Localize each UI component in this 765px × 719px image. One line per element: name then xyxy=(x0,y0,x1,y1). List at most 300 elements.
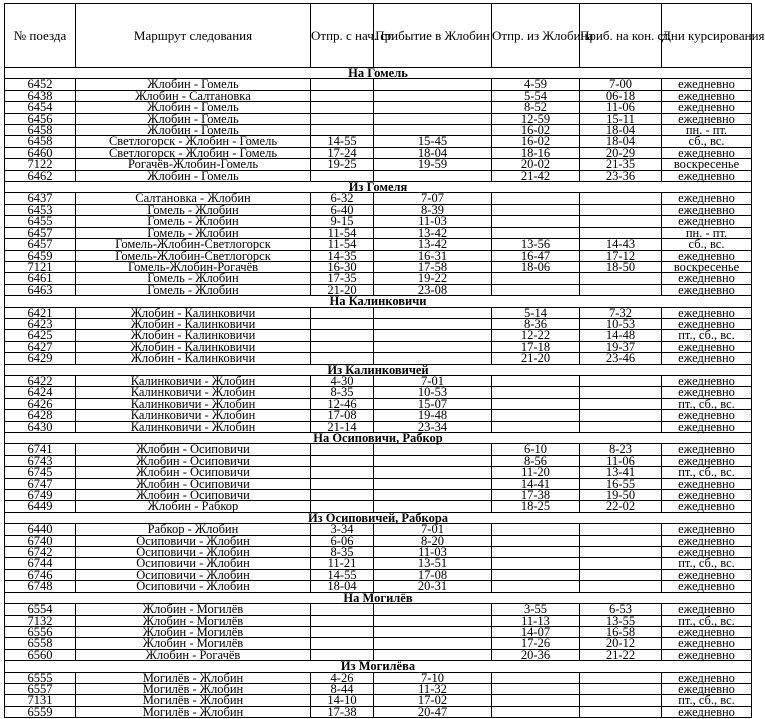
cell-days: ежедневно xyxy=(662,273,752,284)
cell-arr-end: 10-53 xyxy=(580,318,662,329)
cell-train-number: 6460 xyxy=(5,147,76,158)
cell-arr-end: 21-35 xyxy=(580,159,662,170)
cell-days: ежедневно xyxy=(662,341,752,352)
cell-arr-end xyxy=(580,569,662,580)
cell-route: Жлобин - Могилёв xyxy=(76,604,311,615)
cell-train-number: 6455 xyxy=(5,216,76,227)
cell-days: ежедневно xyxy=(662,672,752,683)
cell-dep-zhlobin xyxy=(492,706,580,717)
cell-train-number: 6426 xyxy=(5,398,76,409)
cell-route: Могилёв - Жлобин xyxy=(76,706,311,717)
cell-dep-start xyxy=(311,490,374,501)
cell-arr-zhlobin xyxy=(374,307,492,318)
cell-days: ежедневно xyxy=(662,455,752,466)
cell-train-number: 6456 xyxy=(5,113,76,124)
train-row xyxy=(5,410,752,421)
cell-dep-start: 4-30 xyxy=(311,375,374,386)
cell-dep-zhlobin xyxy=(492,375,580,386)
cell-train-number: 6422 xyxy=(5,375,76,386)
cell-days: ежедневно xyxy=(662,604,752,615)
cell-days: ежедневно xyxy=(662,193,752,204)
cell-route: Могилёв - Жлобин xyxy=(76,672,311,683)
section-header-row xyxy=(5,296,752,307)
cell-train-number: 6430 xyxy=(5,421,76,432)
cell-dep-start xyxy=(311,467,374,478)
cell-train-number: 6748 xyxy=(5,581,76,592)
cell-arr-zhlobin xyxy=(374,626,492,637)
train-row xyxy=(5,706,752,717)
section-title: Из Калинковичей xyxy=(5,364,752,375)
cell-arr-end: 14-48 xyxy=(580,330,662,341)
cell-dep-start xyxy=(311,341,374,352)
cell-dep-zhlobin xyxy=(492,398,580,409)
cell-route: Рабкор - Жлобин xyxy=(76,524,311,535)
cell-dep-start: 21-20 xyxy=(311,284,374,295)
cell-days: ежедневно xyxy=(662,387,752,398)
cell-route: Жлобин - Калинковичи xyxy=(76,318,311,329)
train-row xyxy=(5,193,752,204)
cell-train-number: 6558 xyxy=(5,638,76,649)
cell-days: ежедневно xyxy=(662,581,752,592)
cell-train-number: 7121 xyxy=(5,261,76,272)
cell-arr-zhlobin: 13-42 xyxy=(374,239,492,250)
cell-route: Осиповичи - Жлобин xyxy=(76,558,311,569)
cell-days: ежедневно xyxy=(662,490,752,501)
cell-dep-zhlobin: 16-02 xyxy=(492,136,580,147)
cell-arr-end xyxy=(580,284,662,295)
cell-dep-start: 14-35 xyxy=(311,250,374,261)
cell-train-number: 6560 xyxy=(5,649,76,660)
cell-days: воскресенье xyxy=(662,159,752,170)
cell-train-number: 6458 xyxy=(5,125,76,136)
train-row xyxy=(5,604,752,615)
cell-days: ежедневно xyxy=(662,444,752,455)
cell-route: Светлогорск - Жлобин - Гомель xyxy=(76,136,311,147)
cell-train-number: 6740 xyxy=(5,535,76,546)
cell-arr-zhlobin: 13-42 xyxy=(374,227,492,238)
cell-arr-end xyxy=(580,375,662,386)
train-row xyxy=(5,444,752,455)
cell-dep-start: 8-35 xyxy=(311,387,374,398)
cell-arr-zhlobin xyxy=(374,102,492,113)
cell-arr-zhlobin: 20-47 xyxy=(374,706,492,717)
cell-route: Жлобин - Осиповичи xyxy=(76,490,311,501)
section-header-row xyxy=(5,592,752,603)
cell-days: пт., сб., вс. xyxy=(662,695,752,706)
cell-dep-zhlobin: 13-56 xyxy=(492,239,580,250)
cell-dep-start xyxy=(311,444,374,455)
cell-dep-start: 16-30 xyxy=(311,261,374,272)
cell-dep-zhlobin: 18-25 xyxy=(492,501,580,512)
cell-arr-end xyxy=(580,273,662,284)
cell-route: Осиповичи - Жлобин xyxy=(76,569,311,580)
cell-arr-end: 23-36 xyxy=(580,170,662,181)
cell-train-number: 6461 xyxy=(5,273,76,284)
section-header-row xyxy=(5,182,752,193)
cell-arr-zhlobin: 15-07 xyxy=(374,398,492,409)
cell-arr-zhlobin: 18-04 xyxy=(374,147,492,158)
cell-train-number: 6741 xyxy=(5,444,76,455)
cell-dep-zhlobin: 4-59 xyxy=(492,79,580,90)
cell-arr-end: 8-23 xyxy=(580,444,662,455)
cell-dep-start: 14-55 xyxy=(311,136,374,147)
cell-arr-end: 23-46 xyxy=(580,353,662,364)
cell-route: Жлобин - Гомель xyxy=(76,102,311,113)
cell-arr-end xyxy=(580,683,662,694)
cell-days: пт., сб., вс. xyxy=(662,615,752,626)
cell-arr-zhlobin: 11-32 xyxy=(374,683,492,694)
cell-dep-start xyxy=(311,307,374,318)
cell-arr-end: 18-50 xyxy=(580,261,662,272)
cell-train-number: 6440 xyxy=(5,524,76,535)
cell-route: Калинковичи - Жлобин xyxy=(76,410,311,421)
cell-dep-start xyxy=(311,79,374,90)
cell-dep-start xyxy=(311,638,374,649)
cell-arr-end xyxy=(580,581,662,592)
cell-dep-zhlobin xyxy=(492,569,580,580)
cell-route: Жлобин - Калинковичи xyxy=(76,307,311,318)
cell-dep-zhlobin: 21-42 xyxy=(492,170,580,181)
train-row xyxy=(5,204,752,215)
cell-dep-zhlobin: 17-18 xyxy=(492,341,580,352)
cell-arr-end xyxy=(580,204,662,215)
cell-days: ежедневно xyxy=(662,547,752,558)
train-row xyxy=(5,615,752,626)
header-days: Дни курсирования xyxy=(662,4,752,68)
cell-train-number: 6437 xyxy=(5,193,76,204)
cell-route: Калинковичи - Жлобин xyxy=(76,398,311,409)
cell-arr-zhlobin: 19-48 xyxy=(374,410,492,421)
cell-train-number: 6559 xyxy=(5,706,76,717)
cell-arr-zhlobin: 8-39 xyxy=(374,204,492,215)
cell-arr-end: 11-06 xyxy=(580,455,662,466)
cell-route: Могилёв - Жлобин xyxy=(76,695,311,706)
cell-train-number: 6458 xyxy=(5,136,76,147)
cell-arr-end: 7-00 xyxy=(580,79,662,90)
cell-dep-zhlobin: 3-55 xyxy=(492,604,580,615)
cell-arr-zhlobin xyxy=(374,490,492,501)
train-row xyxy=(5,79,752,90)
cell-dep-zhlobin xyxy=(492,535,580,546)
train-row xyxy=(5,216,752,227)
cell-dep-start: 11-21 xyxy=(311,558,374,569)
cell-dep-zhlobin xyxy=(492,387,580,398)
cell-train-number: 6462 xyxy=(5,170,76,181)
cell-route: Осиповичи - Жлобин xyxy=(76,581,311,592)
cell-dep-start: 8-35 xyxy=(311,547,374,558)
cell-arr-zhlobin: 23-08 xyxy=(374,284,492,295)
cell-arr-end: 16-55 xyxy=(580,478,662,489)
section-title: На Калинковичи xyxy=(5,296,752,307)
cell-route: Жлобин - Осиповичи xyxy=(76,478,311,489)
train-row xyxy=(5,159,752,170)
cell-arr-zhlobin xyxy=(374,615,492,626)
cell-days: ежедневно xyxy=(662,102,752,113)
cell-days: ежедневно xyxy=(662,569,752,580)
cell-route: Жлобин - Могилёв xyxy=(76,626,311,637)
cell-arr-zhlobin: 17-58 xyxy=(374,261,492,272)
cell-days: пт., сб., вс. xyxy=(662,467,752,478)
cell-arr-zhlobin: 20-31 xyxy=(374,581,492,592)
cell-dep-start xyxy=(311,478,374,489)
cell-days: ежедневно xyxy=(662,284,752,295)
cell-route: Осиповичи - Жлобин xyxy=(76,535,311,546)
train-row xyxy=(5,626,752,637)
cell-arr-end: 06-18 xyxy=(580,90,662,101)
cell-train-number: 6427 xyxy=(5,341,76,352)
cell-train-number: 6746 xyxy=(5,569,76,580)
train-row xyxy=(5,672,752,683)
train-row xyxy=(5,375,752,386)
cell-dep-start: 19-25 xyxy=(311,159,374,170)
section-header-row xyxy=(5,68,752,79)
cell-arr-end xyxy=(580,216,662,227)
cell-arr-zhlobin xyxy=(374,318,492,329)
cell-dep-zhlobin: 18-06 xyxy=(492,261,580,272)
cell-route: Рогачёв-Жлобин-Гомель xyxy=(76,159,311,170)
train-row xyxy=(5,398,752,409)
cell-arr-end: 18-04 xyxy=(580,136,662,147)
cell-dep-zhlobin: 8-52 xyxy=(492,102,580,113)
cell-route: Жлобин - Осиповичи xyxy=(76,444,311,455)
header-dep-zhlobin: Отпр. из Жлобина xyxy=(492,4,580,68)
cell-arr-zhlobin: 17-08 xyxy=(374,569,492,580)
cell-train-number: 6745 xyxy=(5,467,76,478)
cell-days: ежедневно xyxy=(662,706,752,717)
header-arr-zhlobin: Прибытие в Жлобин xyxy=(374,4,492,68)
cell-dep-zhlobin: 8-56 xyxy=(492,455,580,466)
cell-days: ежедневно xyxy=(662,524,752,535)
cell-dep-zhlobin: 12-22 xyxy=(492,330,580,341)
cell-arr-zhlobin xyxy=(374,444,492,455)
cell-days: сб., вс. xyxy=(662,239,752,250)
train-row xyxy=(5,307,752,318)
cell-days: ежедневно xyxy=(662,204,752,215)
cell-arr-zhlobin: 7-01 xyxy=(374,524,492,535)
cell-arr-end: 19-50 xyxy=(580,490,662,501)
cell-days: ежедневно xyxy=(662,638,752,649)
cell-arr-end: 16-58 xyxy=(580,626,662,637)
cell-train-number: 6463 xyxy=(5,284,76,295)
cell-days: ежедневно xyxy=(662,410,752,421)
cell-dep-start: 11-54 xyxy=(311,239,374,250)
section-header-row xyxy=(5,364,752,375)
cell-train-number: 7131 xyxy=(5,695,76,706)
cell-dep-zhlobin: 16-47 xyxy=(492,250,580,261)
cell-train-number: 6449 xyxy=(5,501,76,512)
cell-arr-end xyxy=(580,547,662,558)
cell-route: Могилёв - Жлобин xyxy=(76,683,311,694)
cell-arr-end xyxy=(580,410,662,421)
train-row xyxy=(5,455,752,466)
cell-dep-zhlobin: 5-54 xyxy=(492,90,580,101)
cell-dep-start: 14-55 xyxy=(311,569,374,580)
cell-days: ежедневно xyxy=(662,79,752,90)
cell-route: Гомель-Жлобин-Рогачёв xyxy=(76,261,311,272)
cell-days: пт., сб., вс. xyxy=(662,330,752,341)
section-title: Из Осиповичей, Рабкора xyxy=(5,512,752,523)
cell-arr-zhlobin xyxy=(374,455,492,466)
train-row xyxy=(5,387,752,398)
train-row xyxy=(5,113,752,124)
cell-dep-zhlobin xyxy=(492,204,580,215)
cell-route: Жлобин - Осиповичи xyxy=(76,455,311,466)
train-row xyxy=(5,341,752,352)
cell-dep-start xyxy=(311,626,374,637)
cell-arr-zhlobin xyxy=(374,604,492,615)
cell-arr-zhlobin xyxy=(374,341,492,352)
train-row xyxy=(5,547,752,558)
cell-route: Жлобин - Гомель xyxy=(76,113,311,124)
cell-train-number: 6453 xyxy=(5,204,76,215)
cell-route: Жлобин - Гомель xyxy=(76,170,311,181)
train-row xyxy=(5,695,752,706)
cell-route: Жлобин - Рогачёв xyxy=(76,649,311,660)
cell-dep-start: 17-08 xyxy=(311,410,374,421)
cell-arr-end: 20-29 xyxy=(580,147,662,158)
cell-dep-zhlobin xyxy=(492,581,580,592)
train-row xyxy=(5,273,752,284)
train-row xyxy=(5,261,752,272)
cell-arr-zhlobin: 7-10 xyxy=(374,672,492,683)
cell-arr-end: 18-04 xyxy=(580,125,662,136)
cell-dep-zhlobin xyxy=(492,547,580,558)
cell-arr-zhlobin: 11-03 xyxy=(374,216,492,227)
cell-dep-start: 12-46 xyxy=(311,398,374,409)
train-row xyxy=(5,467,752,478)
train-row xyxy=(5,250,752,261)
cell-dep-zhlobin xyxy=(492,683,580,694)
cell-route: Жлобин - Калинковичи xyxy=(76,341,311,352)
cell-dep-zhlobin: 17-38 xyxy=(492,490,580,501)
train-row xyxy=(5,330,752,341)
cell-arr-zhlobin xyxy=(374,79,492,90)
cell-train-number: 6557 xyxy=(5,683,76,694)
cell-dep-zhlobin: 21-20 xyxy=(492,353,580,364)
cell-dep-start: 11-54 xyxy=(311,227,374,238)
train-row xyxy=(5,478,752,489)
cell-route: Гомель - Жлобин xyxy=(76,284,311,295)
cell-train-number: 6555 xyxy=(5,672,76,683)
cell-days: ежедневно xyxy=(662,501,752,512)
cell-arr-zhlobin: 15-45 xyxy=(374,136,492,147)
header-row xyxy=(5,4,752,68)
cell-train-number: 6438 xyxy=(5,90,76,101)
train-row xyxy=(5,490,752,501)
cell-dep-start: 6-40 xyxy=(311,204,374,215)
cell-dep-start xyxy=(311,330,374,341)
cell-dep-zhlobin xyxy=(492,410,580,421)
cell-dep-zhlobin: 12-59 xyxy=(492,113,580,124)
cell-days: пт., сб., вс. xyxy=(662,558,752,569)
cell-days: ежедневно xyxy=(662,250,752,261)
section-header-row xyxy=(5,433,752,444)
train-row xyxy=(5,524,752,535)
train-row xyxy=(5,569,752,580)
cell-dep-start: 21-14 xyxy=(311,421,374,432)
cell-arr-end: 13-41 xyxy=(580,467,662,478)
cell-days: пн. - пт. xyxy=(662,227,752,238)
cell-train-number: 6749 xyxy=(5,490,76,501)
cell-arr-zhlobin xyxy=(374,113,492,124)
cell-arr-end xyxy=(580,421,662,432)
cell-dep-zhlobin: 20-02 xyxy=(492,159,580,170)
cell-train-number: 7132 xyxy=(5,615,76,626)
cell-route: Гомель - Жлобин xyxy=(76,216,311,227)
cell-arr-end xyxy=(580,535,662,546)
cell-route: Жлобин - Могилёв xyxy=(76,615,311,626)
section-header-row xyxy=(5,661,752,672)
cell-route: Гомель - Жлобин xyxy=(76,227,311,238)
cell-arr-end: 21-22 xyxy=(580,649,662,660)
cell-train-number: 6747 xyxy=(5,478,76,489)
cell-arr-zhlobin xyxy=(374,478,492,489)
cell-dep-zhlobin: 14-07 xyxy=(492,626,580,637)
cell-days: ежедневно xyxy=(662,626,752,637)
train-row xyxy=(5,535,752,546)
cell-arr-end xyxy=(580,398,662,409)
header-arr-end: Приб. на кон. ст. xyxy=(580,4,662,68)
cell-dep-zhlobin: 14-41 xyxy=(492,478,580,489)
section-title: Из Могилёва xyxy=(5,661,752,672)
train-row xyxy=(5,318,752,329)
cell-dep-zhlobin: 16-02 xyxy=(492,125,580,136)
cell-days: ежедневно xyxy=(662,649,752,660)
schedule-table xyxy=(4,3,765,719)
section-title: На Осиповичи, Рабкор xyxy=(5,433,752,444)
cell-arr-zhlobin: 7-01 xyxy=(374,375,492,386)
cell-dep-start: 8-44 xyxy=(311,683,374,694)
cell-route: Гомель - Жлобин xyxy=(76,204,311,215)
cell-route: Гомель-Жлобин-Светлогорск xyxy=(76,239,311,250)
train-row xyxy=(5,558,752,569)
cell-days: ежедневно xyxy=(662,216,752,227)
cell-train-number: 6457 xyxy=(5,227,76,238)
cell-arr-end: 11-06 xyxy=(580,102,662,113)
cell-arr-end xyxy=(580,672,662,683)
cell-arr-end xyxy=(580,706,662,717)
cell-dep-start xyxy=(311,318,374,329)
cell-days: ежедневно xyxy=(662,353,752,364)
cell-dep-start: 6-06 xyxy=(311,535,374,546)
cell-train-number: 6425 xyxy=(5,330,76,341)
schedule-body xyxy=(5,68,752,718)
cell-route: Осиповичи - Жлобин xyxy=(76,547,311,558)
cell-arr-zhlobin: 8-20 xyxy=(374,535,492,546)
cell-arr-end xyxy=(580,524,662,535)
cell-arr-zhlobin: 19-59 xyxy=(374,159,492,170)
cell-route: Калинковичи - Жлобин xyxy=(76,375,311,386)
cell-train-number: 6459 xyxy=(5,250,76,261)
cell-dep-start xyxy=(311,455,374,466)
cell-dep-start: 17-24 xyxy=(311,147,374,158)
cell-dep-start: 4-26 xyxy=(311,672,374,683)
cell-days: ежедневно xyxy=(662,147,752,158)
cell-dep-zhlobin: 11-13 xyxy=(492,615,580,626)
cell-arr-end: 17-12 xyxy=(580,250,662,261)
cell-dep-start: 18-04 xyxy=(311,581,374,592)
cell-dep-start: 14-10 xyxy=(311,695,374,706)
cell-arr-zhlobin: 16-31 xyxy=(374,250,492,261)
cell-route: Жлобин - Рабкор xyxy=(76,501,311,512)
cell-days: ежедневно xyxy=(662,170,752,181)
cell-arr-zhlobin xyxy=(374,90,492,101)
cell-dep-zhlobin xyxy=(492,558,580,569)
cell-dep-zhlobin: 11-20 xyxy=(492,467,580,478)
cell-train-number: 6457 xyxy=(5,239,76,250)
cell-arr-zhlobin: 7-07 xyxy=(374,193,492,204)
cell-route: Жлобин - Гомель xyxy=(76,79,311,90)
